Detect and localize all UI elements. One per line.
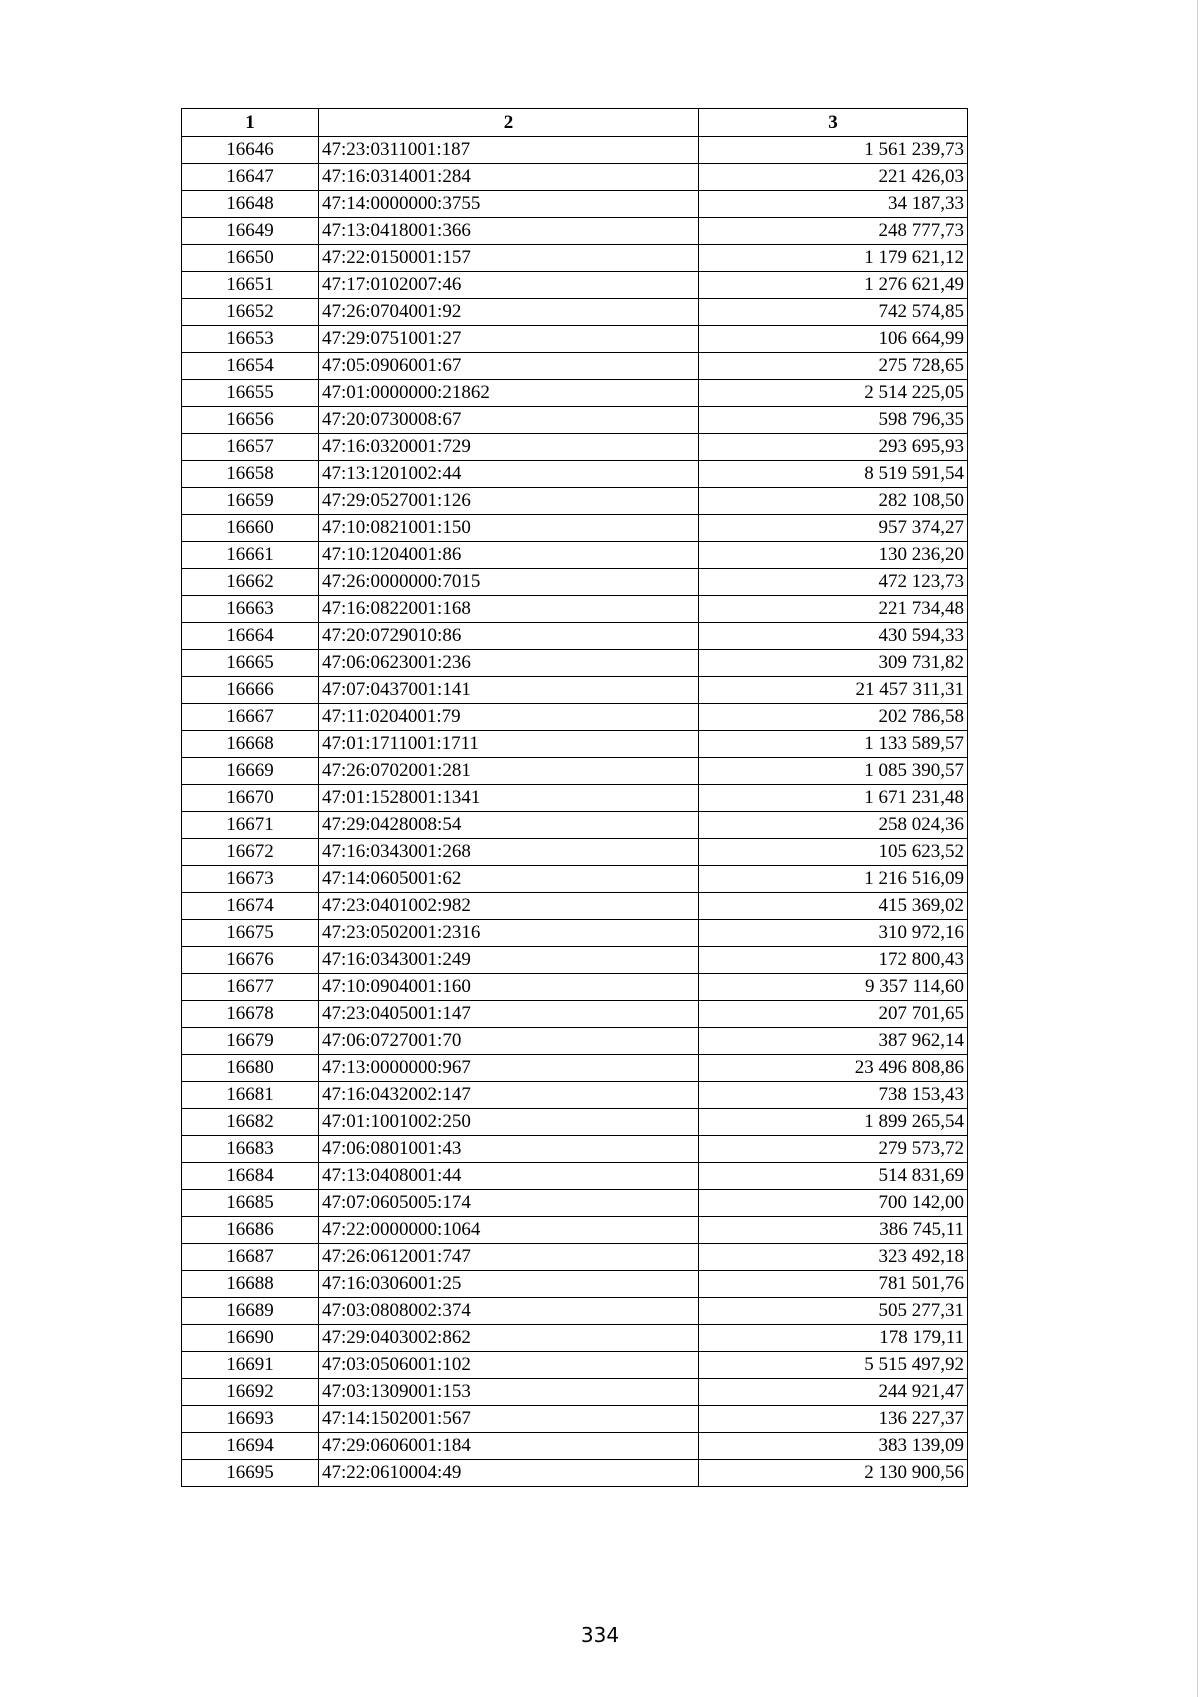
page-edge-line [1197, 0, 1198, 1697]
value-cell: 1 561 239,73 [699, 137, 968, 164]
cadastral-number-cell: 47:22:0000000:1064 [319, 1217, 699, 1244]
cadastral-number-cell: 47:26:0704001:92 [319, 299, 699, 326]
table-row [182, 164, 968, 191]
table-row [182, 704, 968, 731]
value-cell: 386 745,11 [699, 1217, 968, 1244]
table-row [182, 1325, 968, 1352]
cadastral-number-cell: 47:13:1201002:44 [319, 461, 699, 488]
value-cell: 1 276 621,49 [699, 272, 968, 299]
cadastral-number-cell: 47:16:0822001:168 [319, 596, 699, 623]
row-number-cell: 16688 [182, 1271, 319, 1298]
row-number-cell: 16693 [182, 1406, 319, 1433]
value-cell: 244 921,47 [699, 1379, 968, 1406]
value-cell: 505 277,31 [699, 1298, 968, 1325]
cadastral-number-cell: 47:01:1001002:250 [319, 1109, 699, 1136]
value-cell: 130 236,20 [699, 542, 968, 569]
value-cell: 106 664,99 [699, 326, 968, 353]
cadastral-number-cell: 47:16:0306001:25 [319, 1271, 699, 1298]
cadastral-number-cell: 47:29:0428008:54 [319, 812, 699, 839]
table-row [182, 1271, 968, 1298]
table-row [182, 542, 968, 569]
table-row [182, 326, 968, 353]
value-cell: 957 374,27 [699, 515, 968, 542]
value-cell: 383 139,09 [699, 1433, 968, 1460]
table-row [182, 866, 968, 893]
value-cell: 323 492,18 [699, 1244, 968, 1271]
row-number-cell: 16691 [182, 1352, 319, 1379]
row-number-cell: 16673 [182, 866, 319, 893]
row-number-cell: 16659 [182, 488, 319, 515]
row-number-cell: 16683 [182, 1136, 319, 1163]
cadastral-number-cell: 47:14:0605001:62 [319, 866, 699, 893]
table-row [182, 380, 968, 407]
value-cell: 221 426,03 [699, 164, 968, 191]
cadastral-number-cell: 47:20:0729010:86 [319, 623, 699, 650]
cadastral-number-cell: 47:03:0808002:374 [319, 1298, 699, 1325]
row-number-cell: 16651 [182, 272, 319, 299]
table-row [182, 245, 968, 272]
cadastral-number-cell: 47:14:0000000:3755 [319, 191, 699, 218]
table-row [182, 920, 968, 947]
table-row [182, 191, 968, 218]
data-table [181, 108, 968, 1487]
cadastral-number-cell: 47:10:0821001:150 [319, 515, 699, 542]
table-row [182, 1298, 968, 1325]
value-cell: 781 501,76 [699, 1271, 968, 1298]
value-cell: 472 123,73 [699, 569, 968, 596]
value-cell: 1 671 231,48 [699, 785, 968, 812]
table-row [182, 623, 968, 650]
row-number-cell: 16648 [182, 191, 319, 218]
table-row [182, 758, 968, 785]
row-number-cell: 16692 [182, 1379, 319, 1406]
row-number-cell: 16655 [182, 380, 319, 407]
cadastral-number-cell: 47:10:1204001:86 [319, 542, 699, 569]
table-row [182, 137, 968, 164]
cadastral-number-cell: 47:07:0437001:141 [319, 677, 699, 704]
cadastral-number-cell: 47:16:0432002:147 [319, 1082, 699, 1109]
table-row [182, 1244, 968, 1271]
row-number-cell: 16670 [182, 785, 319, 812]
row-number-cell: 16672 [182, 839, 319, 866]
row-number-cell: 16694 [182, 1433, 319, 1460]
cadastral-number-cell: 47:29:0606001:184 [319, 1433, 699, 1460]
cadastral-number-cell: 47:23:0401002:982 [319, 893, 699, 920]
value-cell: 1 133 589,57 [699, 731, 968, 758]
table-row [182, 1082, 968, 1109]
cadastral-number-cell: 47:13:0408001:44 [319, 1163, 699, 1190]
row-number-cell: 16680 [182, 1055, 319, 1082]
table-row [182, 1379, 968, 1406]
row-number-cell: 16653 [182, 326, 319, 353]
table-row [182, 839, 968, 866]
value-cell: 279 573,72 [699, 1136, 968, 1163]
table-row [182, 1217, 968, 1244]
cadastral-number-cell: 47:05:0906001:67 [319, 353, 699, 380]
table-row [182, 1433, 968, 1460]
value-cell: 9 357 114,60 [699, 974, 968, 1001]
cadastral-number-cell: 47:26:0702001:281 [319, 758, 699, 785]
row-number-cell: 16695 [182, 1460, 319, 1487]
value-cell: 1 179 621,12 [699, 245, 968, 272]
header-col-3: 3 [699, 109, 968, 137]
cadastral-number-cell: 47:06:0727001:70 [319, 1028, 699, 1055]
row-number-cell: 16668 [182, 731, 319, 758]
table-row [182, 650, 968, 677]
value-cell: 105 623,52 [699, 839, 968, 866]
table-row [182, 1136, 968, 1163]
table-body [182, 137, 968, 1487]
row-number-cell: 16678 [182, 1001, 319, 1028]
value-cell: 1 899 265,54 [699, 1109, 968, 1136]
cadastral-number-cell: 47:17:0102007:46 [319, 272, 699, 299]
row-number-cell: 16665 [182, 650, 319, 677]
row-number-cell: 16663 [182, 596, 319, 623]
table-row [182, 353, 968, 380]
row-number-cell: 16656 [182, 407, 319, 434]
value-cell: 5 515 497,92 [699, 1352, 968, 1379]
value-cell: 742 574,85 [699, 299, 968, 326]
value-cell: 310 972,16 [699, 920, 968, 947]
cadastral-number-cell: 47:13:0418001:366 [319, 218, 699, 245]
cadastral-number-cell: 47:10:0904001:160 [319, 974, 699, 1001]
table-row [182, 461, 968, 488]
row-number-cell: 16674 [182, 893, 319, 920]
row-number-cell: 16667 [182, 704, 319, 731]
cadastral-number-cell: 47:29:0751001:27 [319, 326, 699, 353]
row-number-cell: 16684 [182, 1163, 319, 1190]
value-cell: 21 457 311,31 [699, 677, 968, 704]
cadastral-number-cell: 47:13:0000000:967 [319, 1055, 699, 1082]
cadastral-number-cell: 47:01:1711001:1711 [319, 731, 699, 758]
header-col-1: 1 [182, 109, 319, 137]
row-number-cell: 16681 [182, 1082, 319, 1109]
value-cell: 1 085 390,57 [699, 758, 968, 785]
cadastral-number-cell: 47:20:0730008:67 [319, 407, 699, 434]
cadastral-number-cell: 47:03:0506001:102 [319, 1352, 699, 1379]
header-col-2: 2 [319, 109, 699, 137]
value-cell: 136 227,37 [699, 1406, 968, 1433]
cadastral-number-cell: 47:23:0502001:2316 [319, 920, 699, 947]
table-row [182, 596, 968, 623]
cadastral-number-cell: 47:01:1528001:1341 [319, 785, 699, 812]
table-row [182, 1163, 968, 1190]
value-cell: 2 130 900,56 [699, 1460, 968, 1487]
row-number-cell: 16682 [182, 1109, 319, 1136]
table-row [182, 812, 968, 839]
row-number-cell: 16671 [182, 812, 319, 839]
row-number-cell: 16685 [182, 1190, 319, 1217]
table-row [182, 785, 968, 812]
value-cell: 275 728,65 [699, 353, 968, 380]
row-number-cell: 16676 [182, 947, 319, 974]
table-row [182, 1352, 968, 1379]
table-row [182, 1406, 968, 1433]
row-number-cell: 16649 [182, 218, 319, 245]
value-cell: 8 519 591,54 [699, 461, 968, 488]
row-number-cell: 16686 [182, 1217, 319, 1244]
value-cell: 293 695,93 [699, 434, 968, 461]
header-row [182, 109, 968, 137]
value-cell: 172 800,43 [699, 947, 968, 974]
value-cell: 514 831,69 [699, 1163, 968, 1190]
row-number-cell: 16669 [182, 758, 319, 785]
cadastral-number-cell: 47:26:0000000:7015 [319, 569, 699, 596]
cadastral-number-cell: 47:16:0343001:249 [319, 947, 699, 974]
row-number-cell: 16687 [182, 1244, 319, 1271]
value-cell: 2 514 225,05 [699, 380, 968, 407]
table-row [182, 434, 968, 461]
cadastral-number-cell: 47:03:1309001:153 [319, 1379, 699, 1406]
cadastral-number-cell: 47:26:0612001:747 [319, 1244, 699, 1271]
row-number-cell: 16690 [182, 1325, 319, 1352]
cadastral-number-cell: 47:16:0314001:284 [319, 164, 699, 191]
row-number-cell: 16662 [182, 569, 319, 596]
value-cell: 207 701,65 [699, 1001, 968, 1028]
value-cell: 430 594,33 [699, 623, 968, 650]
value-cell: 248 777,73 [699, 218, 968, 245]
value-cell: 415 369,02 [699, 893, 968, 920]
table-row [182, 1109, 968, 1136]
table-row [182, 1028, 968, 1055]
value-cell: 1 216 516,09 [699, 866, 968, 893]
row-number-cell: 16650 [182, 245, 319, 272]
cadastral-number-cell: 47:11:0204001:79 [319, 704, 699, 731]
row-number-cell: 16660 [182, 515, 319, 542]
value-cell: 309 731,82 [699, 650, 968, 677]
cadastral-number-cell: 47:16:0343001:268 [319, 839, 699, 866]
value-cell: 178 179,11 [699, 1325, 968, 1352]
cadastral-number-cell: 47:22:0150001:157 [319, 245, 699, 272]
row-number-cell: 16689 [182, 1298, 319, 1325]
table-row [182, 1001, 968, 1028]
cadastral-number-cell: 47:06:0801001:43 [319, 1136, 699, 1163]
value-cell: 598 796,35 [699, 407, 968, 434]
value-cell: 387 962,14 [699, 1028, 968, 1055]
table-row [182, 272, 968, 299]
row-number-cell: 16654 [182, 353, 319, 380]
table-row [182, 488, 968, 515]
cadastral-number-cell: 47:16:0320001:729 [319, 434, 699, 461]
table-row [182, 569, 968, 596]
value-cell: 23 496 808,86 [699, 1055, 968, 1082]
table-row [182, 893, 968, 920]
table-row [182, 407, 968, 434]
table-row [182, 515, 968, 542]
row-number-cell: 16658 [182, 461, 319, 488]
row-number-cell: 16657 [182, 434, 319, 461]
table-row [182, 677, 968, 704]
cadastral-number-cell: 47:23:0405001:147 [319, 1001, 699, 1028]
table-row [182, 1460, 968, 1487]
row-number-cell: 16664 [182, 623, 319, 650]
row-number-cell: 16646 [182, 137, 319, 164]
cadastral-number-cell: 47:06:0623001:236 [319, 650, 699, 677]
row-number-cell: 16675 [182, 920, 319, 947]
row-number-cell: 16661 [182, 542, 319, 569]
value-cell: 282 108,50 [699, 488, 968, 515]
cadastral-number-cell: 47:29:0527001:126 [319, 488, 699, 515]
table-header [182, 109, 968, 137]
cadastral-number-cell: 47:07:0605005:174 [319, 1190, 699, 1217]
cadastral-number-cell: 47:29:0403002:862 [319, 1325, 699, 1352]
row-number-cell: 16652 [182, 299, 319, 326]
value-cell: 221 734,48 [699, 596, 968, 623]
value-cell: 738 153,43 [699, 1082, 968, 1109]
value-cell: 202 786,58 [699, 704, 968, 731]
table-row [182, 1190, 968, 1217]
table-row [182, 947, 968, 974]
row-number-cell: 16679 [182, 1028, 319, 1055]
cadastral-number-cell: 47:22:0610004:49 [319, 1460, 699, 1487]
cadastral-number-cell: 47:23:0311001:187 [319, 137, 699, 164]
table-row [182, 299, 968, 326]
value-cell: 34 187,33 [699, 191, 968, 218]
value-cell: 700 142,00 [699, 1190, 968, 1217]
table-row [182, 731, 968, 758]
row-number-cell: 16666 [182, 677, 319, 704]
cadastral-number-cell: 47:14:1502001:567 [319, 1406, 699, 1433]
value-cell: 258 024,36 [699, 812, 968, 839]
cadastral-number-cell: 47:01:0000000:21862 [319, 380, 699, 407]
page-number: 334 [580, 1623, 620, 1647]
table-row [182, 1055, 968, 1082]
row-number-cell: 16647 [182, 164, 319, 191]
table-row [182, 974, 968, 1001]
table-row [182, 218, 968, 245]
row-number-cell: 16677 [182, 974, 319, 1001]
